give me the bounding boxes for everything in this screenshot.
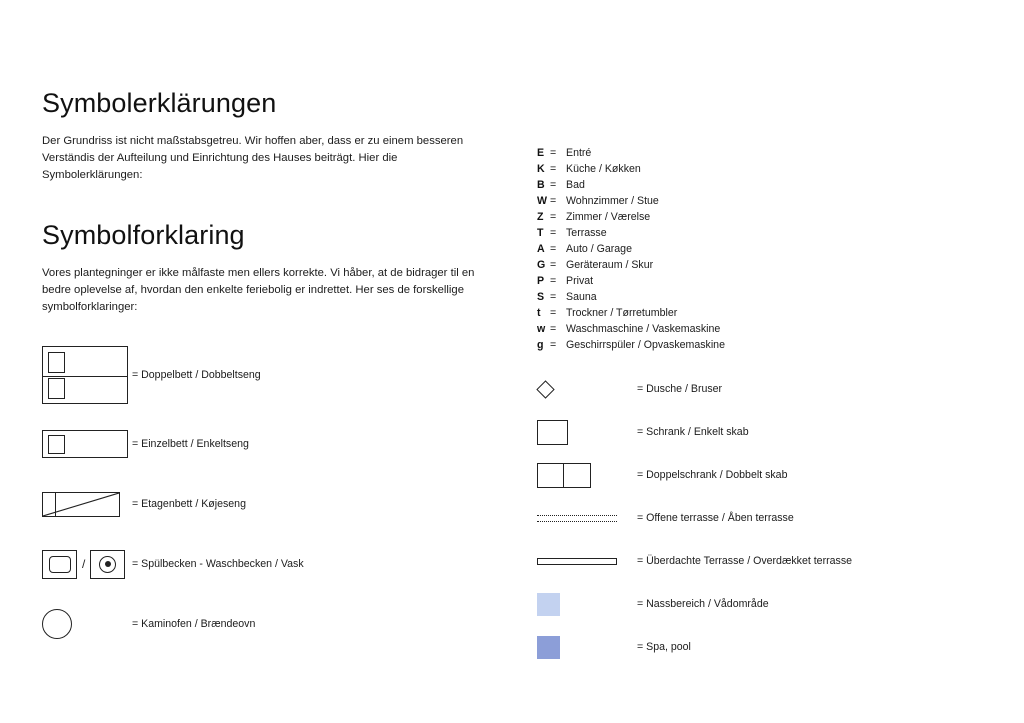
right-symbol-list [537, 368, 997, 669]
abbr-equals: = [550, 227, 557, 239]
bunk-bed-icon [42, 492, 132, 517]
abbr-value: Trockner / Tørretumbler [566, 307, 678, 319]
abbr-value: Wohnzimmer / Stue [566, 195, 659, 207]
legend-label: = Doppelschrank / Dobbelt skab [637, 469, 788, 481]
legend-label: = Kaminofen / Brændeovn [132, 618, 256, 630]
legend-label: = Offene terrasse / Åben terrasse [637, 512, 794, 524]
sink-basin-icon: / [42, 550, 132, 579]
legend-item-open-terrace [537, 497, 997, 539]
single-closet-icon [537, 420, 637, 445]
intro-text-dk: Vores plantegninger er ikke målfaste men ellers korrekte. Vi håber, at de bidrager til en bedre oplevelse af, hvordan den enkelte feriebolig er indrettet. Her ses de forskellige symbolforklaringer: [42, 267, 475, 313]
legend-label: = Doppelbett / Dobbeltseng [132, 369, 261, 381]
abbr-value: Geräteraum / Skur [566, 259, 654, 271]
abbr-value: Waschmaschine / Vaskemaskine [566, 323, 721, 335]
legend-item-double-closet [537, 454, 997, 496]
double-bed-icon [42, 346, 132, 404]
abbreviation-row [537, 289, 987, 305]
abbreviation-row [537, 161, 987, 177]
abbr-key: A [537, 243, 545, 255]
abbr-equals: = [550, 291, 557, 303]
wood-stove-icon [42, 609, 132, 639]
abbreviation-list [537, 145, 987, 353]
abbr-value: Geschirrspüler / Opvaskemaskine [566, 339, 725, 351]
abbr-equals: = [550, 259, 557, 271]
abbreviation-row [537, 305, 987, 321]
abbreviation-row [537, 145, 987, 161]
double-closet-icon [537, 463, 637, 488]
abbr-key: E [537, 147, 545, 159]
abbr-value: Sauna [566, 291, 597, 303]
abbr-key: G [537, 259, 546, 271]
abbreviation-row [537, 321, 987, 337]
abbr-equals: = [550, 179, 557, 191]
legend-item-sink [42, 544, 512, 584]
legend-label: = Einzelbett / Enkeltseng [132, 438, 249, 450]
abbr-key: P [537, 275, 545, 287]
abbr-key: T [537, 227, 544, 239]
legend-label: = Etagenbett / Køjeseng [132, 498, 246, 510]
legend-label: = Spülbecken - Waschbecken / Vask [132, 558, 304, 570]
intro-text-de: Der Grundriss ist nicht maßstabsgetreu. Wir hoffen aber, dass er zu einem besseren Verständis der Aufteilung und Einrichtung des Hauses beiträgt. Hier die Symbolerklärungen: [42, 135, 464, 181]
abbreviation-row [537, 225, 987, 241]
legend-label: = Überdachte Terrasse / Overdækket terrasse [637, 555, 853, 567]
abbr-value: Privat [566, 275, 594, 287]
abbreviation-row [537, 209, 987, 225]
abbr-key: S [537, 291, 545, 303]
legend-label: = Dusche / Bruser [637, 383, 723, 395]
wet-area-swatch-icon [537, 593, 637, 616]
legend-item-covered-terrace [537, 540, 997, 582]
abbr-value: Entré [566, 147, 592, 159]
page-title-de: Symbolerklärungen [42, 88, 277, 118]
legend-item-shower [537, 368, 997, 410]
abbr-equals: = [550, 243, 557, 255]
abbr-equals: = [550, 195, 557, 207]
covered-terrace-icon [537, 558, 637, 565]
abbr-value: Zimmer / Værelse [566, 211, 651, 223]
abbr-key: w [537, 323, 546, 335]
legend-label: = Schrank / Enkelt skab [637, 426, 749, 438]
legend-item-spa-pool [537, 626, 997, 668]
abbr-equals: = [550, 211, 557, 223]
abbreviation-row [537, 241, 987, 257]
abbr-key: W [537, 195, 547, 207]
page-title-dk: Symbolforklaring [42, 220, 245, 250]
abbr-key: Z [537, 211, 544, 223]
abbreviation-row [537, 257, 987, 273]
abbr-key: t [537, 307, 541, 319]
abbr-equals: = [550, 323, 557, 335]
left-symbol-list [42, 346, 512, 644]
legend-item-double-bed [42, 346, 512, 404]
abbr-value: Terrasse [566, 227, 607, 239]
abbr-equals: = [550, 163, 557, 175]
legend-item-single-closet [537, 411, 997, 453]
legend-item-bunk-bed [42, 484, 512, 524]
abbr-equals: = [550, 307, 557, 319]
abbreviation-row [537, 273, 987, 289]
abbr-value: Auto / Garage [566, 243, 632, 255]
single-bed-icon [42, 430, 132, 458]
abbr-key: g [537, 339, 544, 351]
abbr-equals: = [550, 275, 557, 287]
abbr-value: Küche / Køkken [566, 163, 641, 175]
abbr-key: K [537, 163, 545, 175]
legend-label: = Spa, pool [637, 641, 691, 653]
abbr-key: B [537, 179, 545, 191]
shower-icon [537, 383, 637, 396]
abbr-value: Bad [566, 179, 585, 191]
abbreviation-row [537, 337, 987, 353]
spa-pool-swatch-icon [537, 636, 637, 659]
abbr-equals: = [550, 339, 557, 351]
abbreviation-row [537, 177, 987, 193]
legend-item-wet-area [537, 583, 997, 625]
open-terrace-icon [537, 515, 637, 522]
legend-item-wood-stove [42, 604, 512, 644]
legend-label: = Nassbereich / Vådområde [637, 598, 769, 610]
abbr-equals: = [550, 147, 557, 159]
abbreviation-row [537, 193, 987, 209]
left-column [42, 88, 512, 664]
legend-item-single-bed [42, 424, 512, 464]
